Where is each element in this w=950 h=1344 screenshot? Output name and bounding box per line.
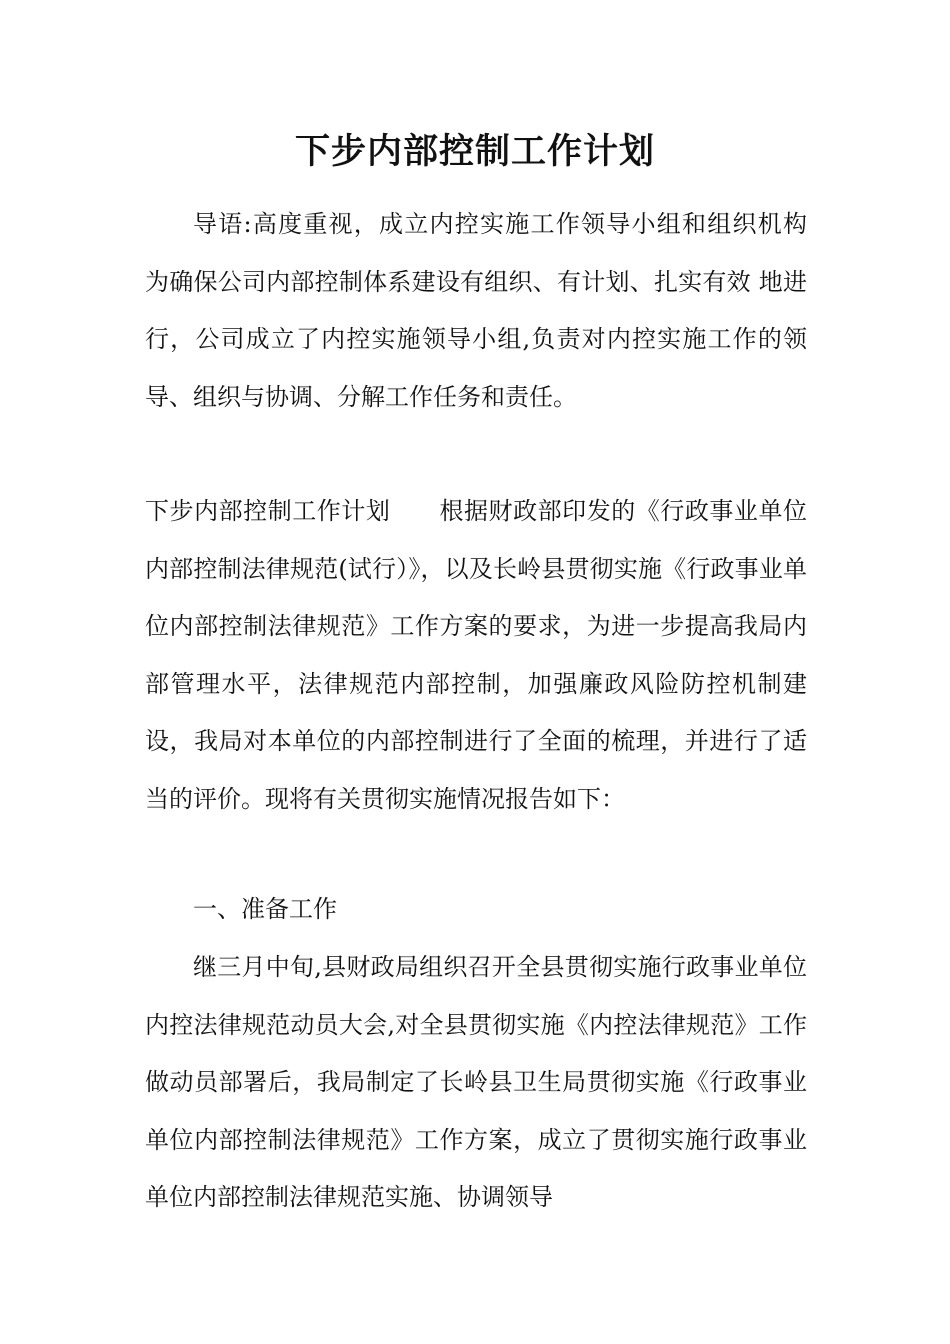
intro-paragraph: 导语:高度重视，成立内控实施工作领导小组和组织机构 为确保公司内部控制体系建设有组织、有计划、扎实有效 地进行，公司成立了内控实施领导小组,负责对内控实施工作的领导、组织与协调、分解工作任务和责任。 [145, 210, 807, 411]
body-paragraph-1: 下步内部控制工作计划 根据财政部印发的《行政事业单位内部控制法律规范(试行）》，以及长岭县贯彻实施《行政事业单位内部控制法律规范》工作方案的要求，为进一步提高我局内部管理水平，法律规范内部控制，加强廉政风险防控机制建设，我局对本单位的内部控制进行了全面的梳理，并进行了适当的评价。现将有关贯彻实施情况报告如下： [145, 497, 807, 813]
document-title: 下步内部控制工作计划 [294, 131, 655, 172]
section-heading: 一、准备工作 [193, 895, 337, 923]
body-paragraph-2: 继三月中旬,县财政局组织召开全县贯彻实施行政事业单位内控法律规范动员大会,对全县贯彻实施《内控法律规范》工作做动员部署后，我局制定了长岭县卫生局贯彻实施《行政事业单位内部控制法律规范》工作方案，成立了贯彻实施行政事业单位内部控制法律规范实施、协调领导 [145, 953, 807, 1211]
